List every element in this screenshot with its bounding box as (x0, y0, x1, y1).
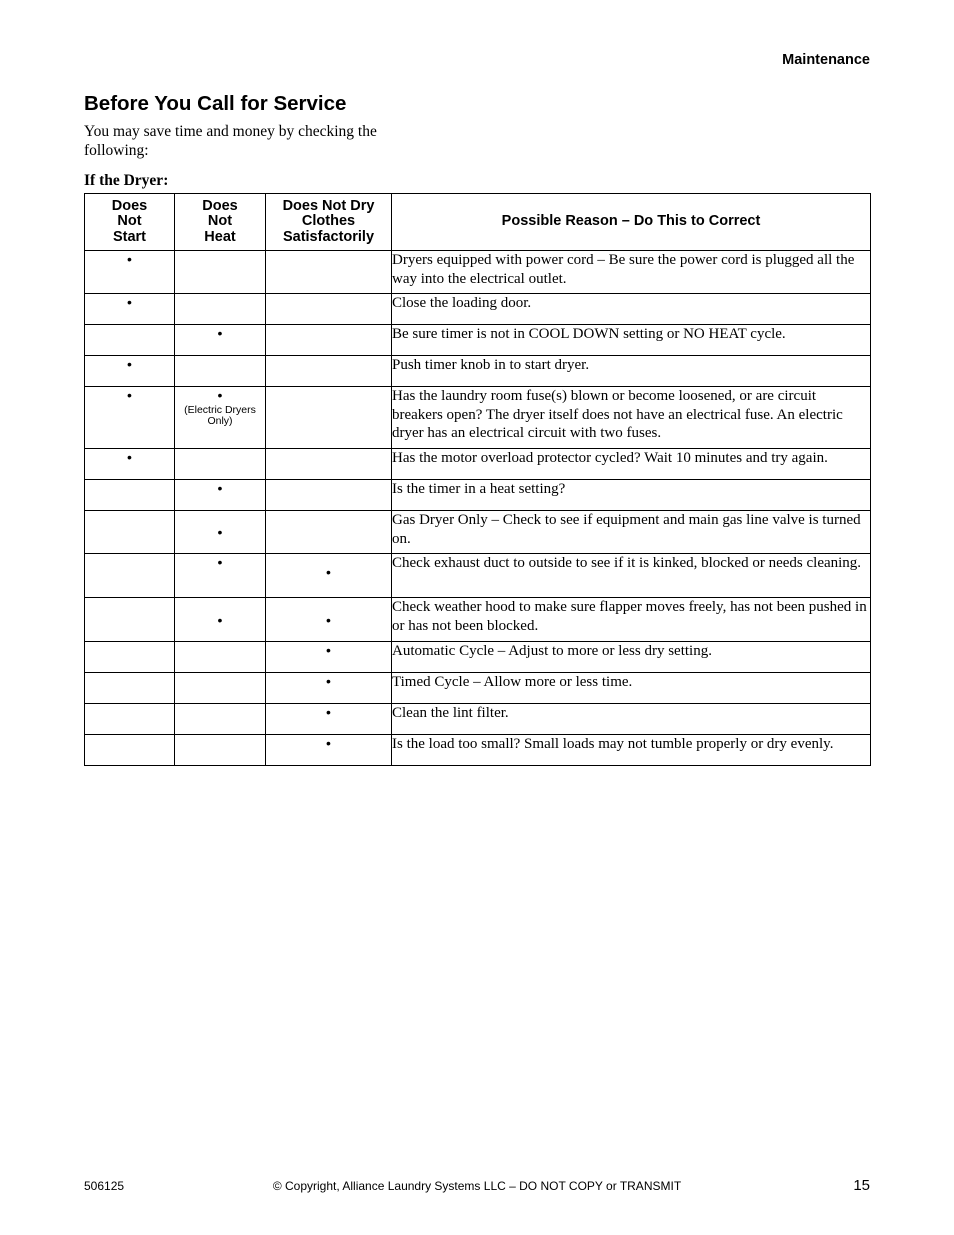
heat-cell (175, 598, 266, 642)
reason-cell: Close the loading door. (392, 294, 871, 325)
start-cell (85, 554, 175, 598)
bullet-mark: • (326, 564, 331, 580)
table-row (85, 642, 871, 673)
dry-cell (266, 294, 392, 325)
bullet-mark: • (217, 611, 223, 628)
table-row (85, 735, 871, 766)
reason-cell: Is the load too small? Small loads may not tumble properly or dry evenly. (392, 735, 871, 766)
bullet-mark: • (217, 480, 223, 496)
start-cell (85, 449, 175, 480)
bullet-mark: • (326, 704, 331, 720)
reason-cell: Push timer knob in to start dryer. (392, 356, 871, 387)
heat-cell (175, 735, 266, 766)
start-cell (85, 294, 175, 325)
start-cell (85, 325, 175, 356)
reason-cell: Is the timer in a heat setting? (392, 480, 871, 511)
bullet-mark: • (326, 611, 331, 628)
start-cell (85, 598, 175, 642)
start-cell (85, 387, 175, 449)
heat-cell (175, 673, 266, 704)
bullet-mark: • (127, 387, 132, 403)
heat-cell (175, 480, 266, 511)
reason-cell: Gas Dryer Only – Check to see if equipment and main gas line valve is turned on. (392, 511, 871, 554)
bullet-mark: • (326, 642, 331, 658)
start-cell (85, 704, 175, 735)
table-row (85, 449, 871, 480)
bullet-mark: • (127, 449, 132, 465)
heat-cell (175, 511, 266, 554)
dry-cell (266, 554, 392, 598)
dry-cell (266, 704, 392, 735)
reason-cell: Check weather hood to make sure flapper moves freely, has not been pushed in or has not been blocked. (392, 598, 871, 642)
table-label: If the Dryer: (84, 172, 169, 189)
reason-cell: Be sure timer is not in COOL DOWN setting or NO HEAT cycle. (392, 325, 871, 356)
heat-cell (175, 642, 266, 673)
table-row (85, 325, 871, 356)
bullet-mark: • (217, 387, 223, 403)
table-row (85, 294, 871, 325)
heat-cell (175, 356, 266, 387)
reason-cell: Has the laundry room fuse(s) blown or become loosened, or are circuit breakers open? The dryer itself does not have an electrical fuse. An electric dryer has an electrical circuit with two fuses. (392, 387, 871, 449)
start-cell (85, 735, 175, 766)
reason-cell: Check exhaust duct to outside to see if it is kinked, blocked or needs cleaning. (392, 554, 871, 598)
dry-cell (266, 480, 392, 511)
reason-cell: Has the motor overload protector cycled? Wait 10 minutes and try again. (392, 449, 871, 480)
reason-cell: Clean the lint filter. (392, 704, 871, 735)
heat-cell (175, 387, 266, 449)
dry-cell (266, 511, 392, 554)
start-cell (85, 480, 175, 511)
table-header-row (85, 194, 871, 251)
page-title: Before You Call for Service (84, 92, 347, 115)
bullet-mark: • (326, 735, 331, 751)
heat-cell (175, 294, 266, 325)
table-row (85, 387, 871, 449)
table-row (85, 251, 871, 294)
reason-cell: Automatic Cycle – Adjust to more or less dry setting. (392, 642, 871, 673)
heat-cell (175, 251, 266, 294)
dry-cell (266, 356, 392, 387)
dry-cell (266, 598, 392, 642)
column-header-does-not-heat: Does Not Heat (175, 194, 266, 251)
bullet-mark: • (127, 356, 132, 372)
document-number: 506125 (84, 1179, 125, 1193)
bullet-mark: • (217, 524, 223, 540)
page-number: 15 (853, 1177, 870, 1194)
heat-cell (175, 554, 266, 598)
start-cell (85, 642, 175, 673)
bullet-mark: • (217, 554, 223, 570)
bullet-mark: • (217, 325, 223, 341)
bullet-mark: • (127, 251, 132, 267)
start-cell (85, 356, 175, 387)
start-cell (85, 511, 175, 554)
heat-cell (175, 449, 266, 480)
heat-cell (175, 704, 266, 735)
reason-cell: Dryers equipped with power cord – Be sure the power cord is plugged all the way into the electrical outlet. (392, 251, 871, 294)
troubleshooting-table (84, 193, 871, 766)
dry-cell (266, 673, 392, 704)
heat-cell (175, 325, 266, 356)
bullet-mark: • (127, 294, 132, 310)
dry-cell (266, 642, 392, 673)
table-row (85, 480, 871, 511)
column-header-does-not-dry: Does Not Dry Clothes Satisfactorily (266, 194, 392, 251)
bullet-mark: • (326, 673, 331, 689)
table-row (85, 554, 871, 598)
table-row (85, 511, 871, 554)
reason-cell: Timed Cycle – Allow more or less time. (392, 673, 871, 704)
dry-cell (266, 387, 392, 449)
start-cell (85, 673, 175, 704)
section-header: Maintenance (782, 52, 870, 68)
table-row (85, 673, 871, 704)
copyright-notice: © Copyright, Alliance Laundry Systems LLC – DO NOT COPY or TRANSMIT (272, 1179, 682, 1193)
dry-cell (266, 325, 392, 356)
table-row (85, 356, 871, 387)
start-cell (85, 251, 175, 294)
dry-cell (266, 251, 392, 294)
table-row (85, 704, 871, 735)
electric-only-note: (Electric Dryers Only) (184, 404, 256, 427)
dry-cell (266, 735, 392, 766)
column-header-does-not-start: Does Not Start (85, 194, 175, 251)
table-row (85, 598, 871, 642)
dry-cell (266, 449, 392, 480)
intro-paragraph: You may save time and money by checking the following: (84, 123, 377, 159)
column-header-possible-reason: Possible Reason – Do This to Correct (392, 194, 871, 251)
